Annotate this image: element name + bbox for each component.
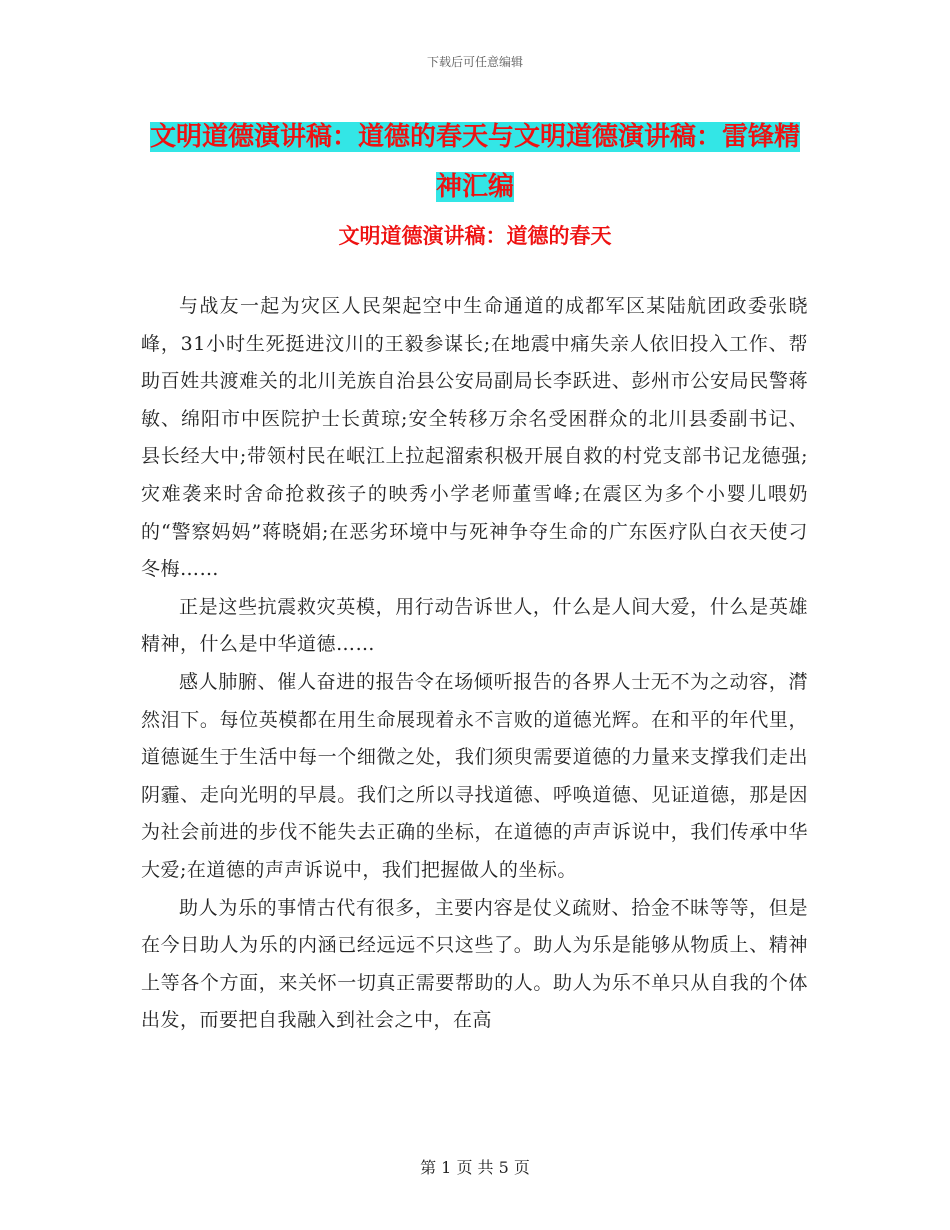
document-title	[140, 112, 810, 212]
document-title-text: 文明道德演讲稿：道德的春天与文明道德演讲稿：雷锋精神汇编	[149, 122, 800, 202]
paragraph: 与战友一起为灾区人民架起空中生命通道的成都军区某陆航团政委张晓峰，31小时生死挺进汶川的王毅参谋长;在地震中痛失亲人依旧投入工作、帮助百姓共渡难关的北川羌族自治县公安局副局长李跃进、彭州市公安局民警蒋敏、绵阳市中医院护士长黄琼;安全转移万余名受困群众的北川县委副书记、县长经大中;带领村民在岷江上拉起溜索积极开展自救的村党支部书记龙德强;灾难袭来时舍命抢救孩子的映秀小学老师董雪峰;在震区为多个小婴儿喂奶的“警察妈妈”蒋晓娟;在恶劣环境中与死神争夺生命的广东医疗队白衣天使刁冬梅……	[141, 295, 808, 581]
page-header-note: 下载后可任意编辑	[426, 55, 523, 69]
section-title: 文明道德演讲稿：道德的春天	[338, 224, 612, 248]
paragraph: 正是这些抗震救灾英模，用行动告诉世人，什么是人间大爱，什么是英雄精神，什么是中华道德……	[141, 595, 808, 656]
paragraph: 感人肺腑、催人奋进的报告令在场倾听报告的各界人士无不为之动容，潸然泪下。每位英模都在用生命展现着永不言败的道德光辉。在和平的年代里，道德诞生于生活中每一个细微之处，我们须臾需要道德的力量来支撑我们走出阴霾、走向光明的早晨。我们之所以寻找道德、呼唤道德、见证道德，那是因为社会前进的步伐不能失去正确的坐标，在道德的声声诉说中，我们传承中华大爱;在道德的声声诉说中，我们把握做人的坐标。	[141, 670, 808, 881]
page-number: 第 1 页 共 5 页	[420, 1158, 530, 1177]
paragraph: 助人为乐的事情古代有很多，主要内容是仗义疏财、拾金不昧等等，但是在今日助人为乐的内涵已经远远不只这些了。助人为乐是能够从物质上、精神上等各个方面，来关怀一切真正需要帮助的人。助人为乐不单只从自我的个体出发，而要把自我融入到社会之中，在高	[141, 896, 808, 1032]
document-body	[141, 288, 808, 1040]
